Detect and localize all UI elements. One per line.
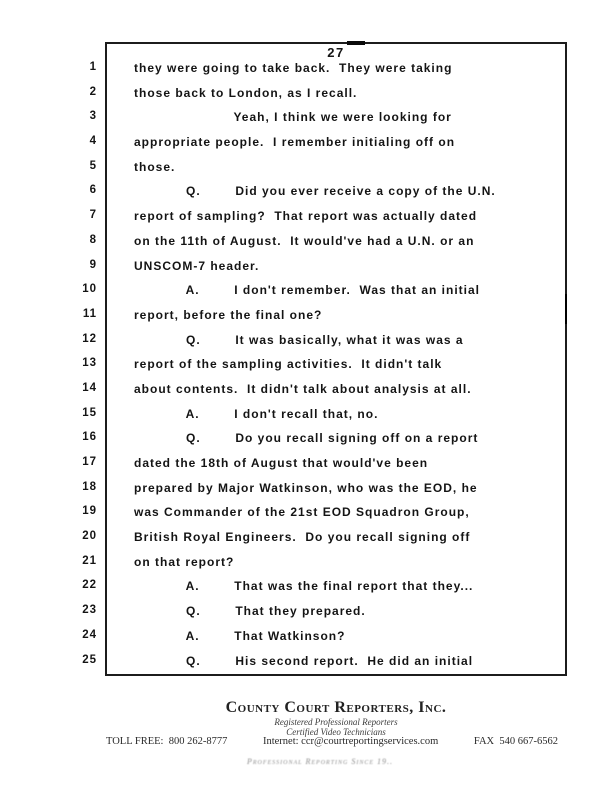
firm-name: County Court Reporters, Inc.	[225, 699, 447, 716]
transcript-line	[0, 234, 612, 259]
line-text: report of sampling? That report was actually dated	[134, 209, 478, 224]
line-text: was Commander of the 21st EOD Squadron Group,	[134, 505, 470, 520]
transcript-line	[0, 135, 612, 160]
line-text: UNSCOM-7 header.	[134, 258, 260, 273]
line-text: A. That Watkinson?	[134, 628, 346, 643]
line-text: Q. Did you ever receive a copy of the U.N.	[134, 184, 496, 199]
line-number: 2	[89, 85, 97, 98]
transcript-line	[0, 629, 612, 654]
toll-free-number: TOLL FREE: 800 262-8777	[106, 736, 228, 747]
line-number: 3	[89, 110, 97, 123]
reporter-footer	[105, 699, 567, 737]
line-number: 21	[82, 554, 97, 567]
line-number: 17	[82, 456, 97, 468]
transcript-line	[0, 654, 612, 679]
line-text: Q. It was basically, what it was was a	[134, 332, 464, 347]
line-text: Q. That they prepared.	[134, 604, 366, 619]
line-number: 7	[89, 209, 97, 222]
line-number: 13	[82, 357, 97, 370]
line-number: 6	[89, 184, 97, 197]
line-number: 11	[82, 307, 97, 320]
line-text: those back to London, as I recall.	[134, 85, 358, 100]
line-text: Yeah, I think we were looking for	[134, 110, 452, 125]
line-number: 15	[82, 406, 97, 419]
line-text: A. I don't recall that, no.	[134, 406, 379, 421]
line-number: 25	[82, 653, 97, 666]
transcript-line	[0, 160, 612, 185]
transcript-line	[0, 184, 612, 209]
line-number: 5	[89, 159, 97, 172]
line-text: British Royal Engineers. Do you recall signing off	[134, 530, 471, 545]
transcript-line	[0, 579, 612, 604]
transcript-line	[0, 333, 612, 358]
transcript-line	[0, 86, 612, 111]
line-text: about contents. It didn't talk about analysis at all.	[134, 381, 472, 396]
transcript-line	[0, 209, 612, 234]
line-number: 16	[82, 431, 97, 444]
line-number: 10	[82, 283, 97, 296]
line-text: on that report?	[134, 554, 235, 569]
line-text: prepared by Major Watkinson, who was the EOD, he	[134, 480, 478, 495]
line-text: A. That was the final report that they...	[134, 579, 474, 594]
contact-line	[106, 736, 558, 747]
transcript-lines	[0, 61, 612, 678]
transcript-line	[0, 530, 612, 555]
line-text: report, before the final one?	[134, 307, 323, 322]
transcript-line	[0, 555, 612, 580]
line-number: 8	[89, 233, 97, 246]
line-number: 24	[82, 628, 97, 641]
transcript-line	[0, 283, 612, 308]
line-number: 1	[89, 61, 97, 73]
transcript-line	[0, 61, 612, 86]
transcript-line	[0, 382, 612, 407]
scan-artifact-top	[347, 41, 365, 45]
transcript-line	[0, 431, 612, 456]
line-text: Q. His second report. He did an initial	[134, 653, 474, 668]
transcript-line	[0, 259, 612, 284]
transcript-line	[0, 481, 612, 506]
transcript-line	[0, 407, 612, 432]
transcript-line	[0, 110, 612, 135]
firm-motto: Professional Reporting Since 19..	[246, 757, 394, 766]
line-number: 18	[82, 480, 97, 493]
line-number: 4	[89, 135, 97, 148]
line-number: 23	[82, 604, 97, 617]
line-number: 22	[82, 579, 97, 592]
internet-address: Internet: ccr@courtreportingservices.com	[262, 736, 439, 747]
transcript-line	[0, 505, 612, 530]
line-text: appropriate people. I remember initialing off on	[134, 135, 456, 150]
line-number: 12	[82, 332, 97, 345]
line-text: dated the 18th of August that would've been	[134, 456, 429, 470]
line-number: 14	[82, 381, 97, 394]
line-text: they were going to take back. They were taking	[134, 61, 453, 75]
fax-number: FAX 540 667-6562	[473, 736, 558, 747]
transcript-line	[0, 357, 612, 382]
line-text: those.	[134, 159, 176, 174]
transcript-line	[0, 456, 612, 481]
line-text: on the 11th of August. It would've had a U.N. or an	[134, 233, 475, 248]
line-text: A. I don't remember. Was that an initial	[134, 283, 481, 298]
firm-tagline-1: Registered Professional Reporters	[274, 717, 398, 727]
transcript-line	[0, 604, 612, 629]
transcript-line	[0, 308, 612, 333]
line-number: 9	[89, 258, 97, 271]
firm-tagline-2: Certified Video Technicians	[286, 727, 386, 737]
line-text: Q. Do you recall signing off on a report	[134, 431, 479, 446]
line-number: 19	[82, 505, 97, 518]
page-number: 27	[327, 45, 345, 60]
line-number: 20	[82, 530, 97, 543]
line-text: report of the sampling activities. It didn't talk	[134, 357, 443, 372]
